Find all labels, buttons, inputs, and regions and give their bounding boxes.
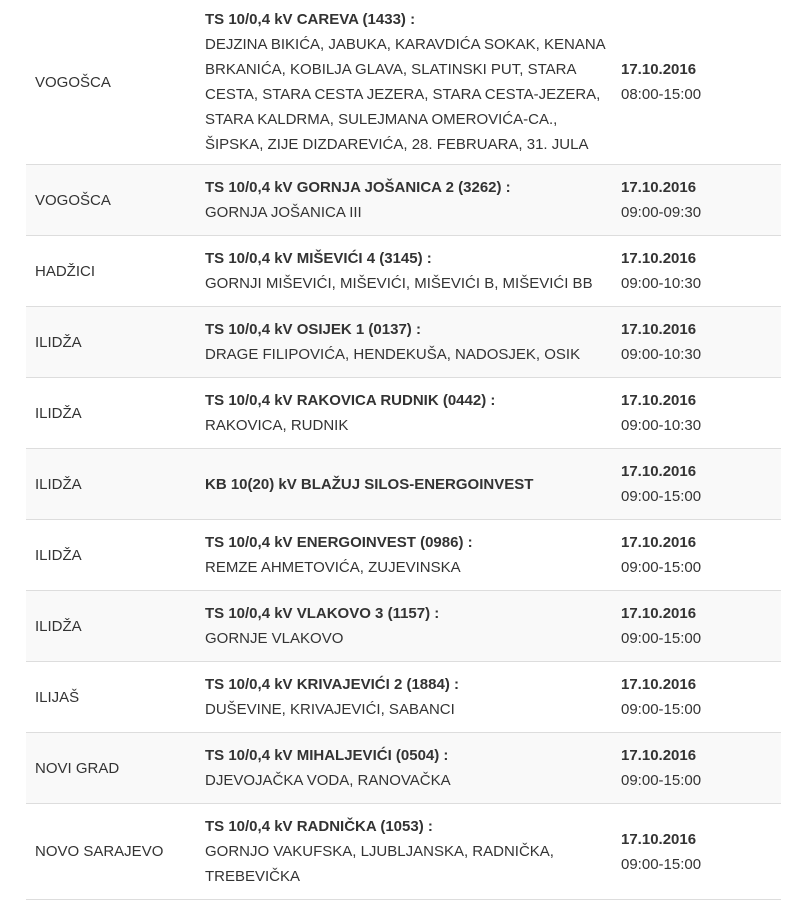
- description-cell: [196, 672, 612, 722]
- street-list: GORNJI MIŠEVIĆI, MIŠEVIĆI, MIŠEVIĆI B, MIŠEVIĆI BB: [205, 275, 593, 292]
- table-row: [26, 449, 781, 520]
- street-list: DEJZINA BIKIĆA, JABUKA, KARAVDIĆA SOKAK, KENANA BRKANIĆA, KOBILJA GLAVA, SLATINSKI PUT, STARA CESTA, STARA CESTA JEZERA, STARA CESTA-JEZERA, STARA KALDRMA, SULEJMANA OMEROVIĆA-CA., ŠIPSKA, ZIJE DIZDAREVIĆA, 28. FEBRUARA, 31. JULA: [205, 36, 605, 153]
- outage-date: 17.10.2016: [621, 179, 697, 196]
- street-list: DJEVOJAČKA VODA, RANOVAČKA: [205, 772, 451, 789]
- outage-date: 17.10.2016: [621, 250, 697, 267]
- substation-title: TS 10/0,4 kV ENERGOINVEST (0986) :: [205, 534, 473, 551]
- table-row: [26, 0, 781, 165]
- area-cell: ILIDŽA: [35, 475, 82, 493]
- schedule-cell: [612, 743, 781, 793]
- schedule-cell: [612, 246, 781, 296]
- substation-title: TS 10/0,4 kV VLAKOVO 3 (1157) :: [205, 605, 440, 622]
- description-cell: [196, 317, 612, 367]
- street-list: GORNJE VLAKOVO: [205, 630, 344, 647]
- street-list: DRAGE FILIPOVIĆA, HENDEKUŠA, NADOSJEK, OSIK: [205, 346, 581, 363]
- outage-time: 09:00-15:00: [621, 701, 702, 718]
- outage-time: 08:00-15:00: [621, 86, 702, 103]
- area-cell: NOVO SARAJEVO: [35, 843, 164, 860]
- description-cell: [196, 601, 612, 651]
- substation-title: TS 10/0,4 kV MIŠEVIĆI 4 (3145) :: [205, 250, 432, 267]
- description-cell: [196, 530, 612, 580]
- table-row: [26, 307, 781, 378]
- outage-time: 09:00-15:00: [621, 630, 702, 647]
- area-cell: VOGOŠCA: [35, 191, 111, 209]
- area-cell: ILIJAŠ: [35, 688, 80, 706]
- schedule-cell: [612, 601, 781, 651]
- schedule-cell: [612, 672, 781, 722]
- area-cell: VOGOŠCA: [35, 73, 111, 91]
- table-row: [26, 165, 781, 236]
- substation-title: TS 10/0,4 kV CAREVA (1433) :: [205, 11, 416, 28]
- description-cell: [196, 472, 612, 497]
- schedule-cell: [612, 57, 781, 107]
- area-cell: ILIDŽA: [35, 617, 82, 635]
- outage-table: [26, 0, 781, 900]
- outage-date: 17.10.2016: [621, 61, 697, 78]
- substation-title: TS 10/0,4 kV RAKOVICA RUDNIK (0442) :: [205, 392, 496, 409]
- substation-title: TS 10/0,4 kV OSIJEK 1 (0137) :: [205, 321, 421, 338]
- substation-title: TS 10/0,4 kV RADNIČKA (1053) :: [205, 818, 433, 835]
- description-cell: [196, 7, 612, 157]
- outage-time: 09:00-15:00: [621, 559, 702, 576]
- outage-date: 17.10.2016: [621, 321, 697, 338]
- substation-title: KB 10(20) kV BLAŽUJ SILOS-ENERGOINVEST: [205, 475, 534, 493]
- outage-time: 09:00-15:00: [621, 855, 702, 873]
- table-row: [26, 733, 781, 804]
- substation-title: TS 10/0,4 kV MIHALJEVIĆI (0504) :: [205, 747, 449, 764]
- street-list: GORNJO VAKUFSKA, LJUBLJANSKA, RADNIČKA, TREBEVIČKA: [205, 843, 554, 885]
- area-cell: ILIDŽA: [35, 404, 82, 422]
- description-cell: [196, 743, 612, 793]
- area-cell: ILIDŽA: [35, 546, 82, 564]
- area-cell: NOVI GRAD: [35, 759, 120, 777]
- outage-date: 17.10.2016: [621, 830, 697, 848]
- outage-date: 17.10.2016: [621, 463, 697, 480]
- description-cell: [196, 175, 612, 225]
- table-row: [26, 236, 781, 307]
- outage-time: 09:00-09:30: [621, 204, 702, 221]
- outage-date: 17.10.2016: [621, 676, 697, 693]
- schedule-cell: [612, 459, 781, 509]
- outage-time: 09:00-15:00: [621, 488, 702, 505]
- outage-time: 09:00-10:30: [621, 417, 702, 434]
- table-row: [26, 520, 781, 591]
- outage-date: 17.10.2016: [621, 392, 697, 409]
- description-cell: [196, 388, 612, 438]
- outage-time: 09:00-10:30: [621, 275, 702, 292]
- schedule-cell: [612, 175, 781, 225]
- schedule-cell: [612, 388, 781, 438]
- schedule-cell: [612, 827, 781, 877]
- table-row: [26, 662, 781, 733]
- outage-date: 17.10.2016: [621, 605, 697, 622]
- outage-time: 09:00-10:30: [621, 346, 702, 363]
- area-cell: ILIDŽA: [35, 333, 82, 351]
- table-row: [26, 591, 781, 662]
- area-cell: HADŽICI: [35, 262, 95, 280]
- schedule-cell: [612, 530, 781, 580]
- description-cell: [196, 814, 612, 889]
- outage-date: 17.10.2016: [621, 534, 697, 551]
- outage-time: 09:00-15:00: [621, 772, 702, 789]
- description-cell: [196, 246, 612, 296]
- outage-date: 17.10.2016: [621, 747, 697, 764]
- table-row: [26, 804, 781, 900]
- street-list: RAKOVICA, RUDNIK: [205, 417, 349, 434]
- street-list: REMZE AHMETOVIĆA, ZUJEVINSKA: [205, 559, 461, 576]
- schedule-cell: [612, 317, 781, 367]
- table-row: [26, 378, 781, 449]
- street-list: DUŠEVINE, KRIVAJEVIĆI, SABANCI: [205, 701, 455, 718]
- substation-title: TS 10/0,4 kV GORNJA JOŠANICA 2 (3262) :: [205, 179, 511, 196]
- street-list: GORNJA JOŠANICA III: [205, 204, 362, 221]
- substation-title: TS 10/0,4 kV KRIVAJEVIĆI 2 (1884) :: [205, 676, 459, 693]
